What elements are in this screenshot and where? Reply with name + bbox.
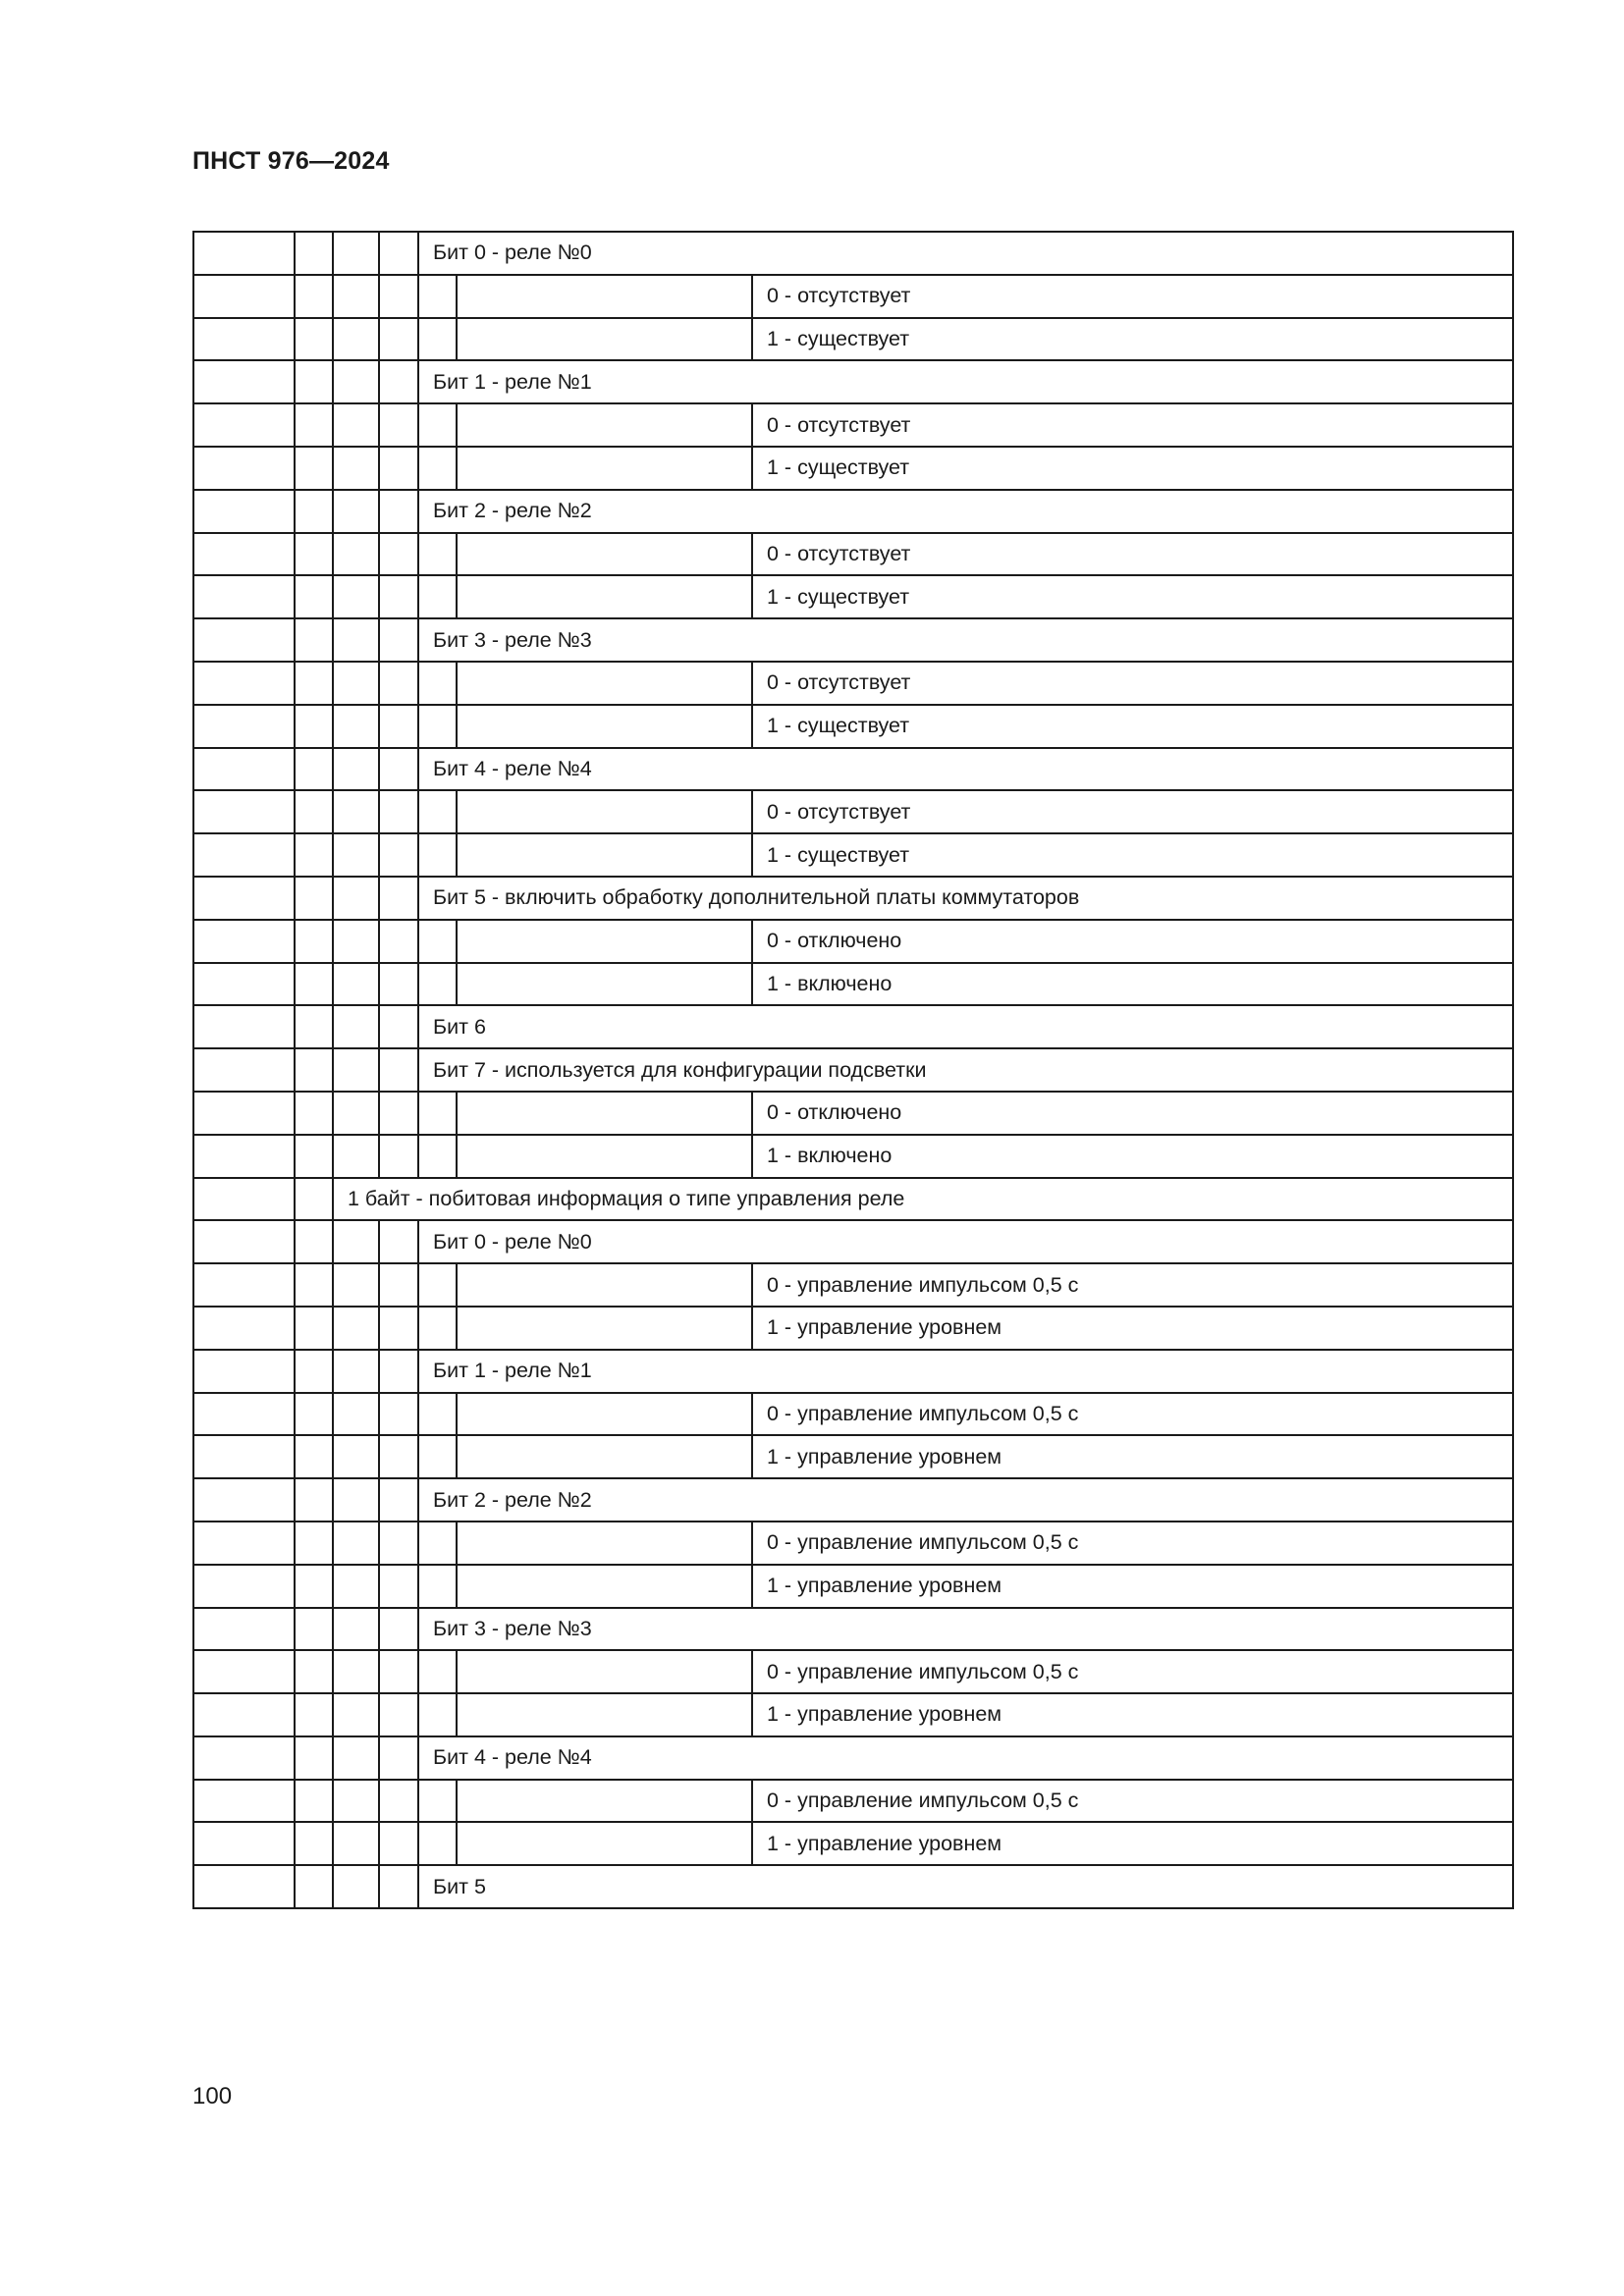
empty-cell: [295, 1522, 333, 1565]
empty-cell: [295, 748, 333, 791]
empty-cell: [193, 1780, 295, 1823]
empty-cell: [295, 833, 333, 877]
bit-description: Бит 2 - реле №2: [418, 1478, 1513, 1522]
empty-cell: [295, 1263, 333, 1307]
empty-cell: [295, 662, 333, 705]
empty-cell: [193, 1178, 295, 1221]
empty-cell: [193, 318, 295, 361]
empty-cell: [418, 833, 457, 877]
table-row: [193, 877, 1513, 920]
table-row: [193, 1220, 1513, 1263]
empty-cell: [333, 1478, 379, 1522]
empty-cell: [193, 963, 295, 1006]
empty-cell: [333, 1307, 379, 1350]
empty-cell: [333, 963, 379, 1006]
empty-cell: [418, 963, 457, 1006]
empty-cell: [379, 920, 418, 963]
empty-cell: [295, 618, 333, 662]
empty-cell: [295, 1780, 333, 1823]
empty-cell: [379, 1435, 418, 1478]
empty-cell: [379, 1135, 418, 1178]
empty-cell: [193, 618, 295, 662]
bit-value: 0 - отсутствует: [752, 275, 1513, 318]
table-row: [193, 1435, 1513, 1478]
empty-cell: [295, 963, 333, 1006]
table-row: [193, 403, 1513, 447]
empty-cell: [418, 790, 457, 833]
empty-cell: [379, 1693, 418, 1736]
empty-cell: [193, 1005, 295, 1048]
empty-cell: [333, 662, 379, 705]
empty-cell: [333, 1693, 379, 1736]
empty-cell: [193, 1478, 295, 1522]
empty-cell: [333, 1393, 379, 1436]
empty-cell: [418, 920, 457, 963]
table-row: [193, 1005, 1513, 1048]
empty-cell: [295, 920, 333, 963]
empty-cell: [193, 360, 295, 403]
empty-cell: [193, 705, 295, 748]
table-row: [193, 920, 1513, 963]
bit-value: 0 - управление импульсом 0,5 с: [752, 1393, 1513, 1436]
empty-cell: [295, 360, 333, 403]
empty-cell: [333, 877, 379, 920]
empty-cell: [379, 447, 418, 490]
empty-cell: [295, 1092, 333, 1135]
empty-cell: [379, 1220, 418, 1263]
empty-cell: [193, 232, 295, 275]
table-row: [193, 447, 1513, 490]
empty-cell: [333, 1650, 379, 1693]
empty-cell: [333, 403, 379, 447]
empty-cell: [333, 748, 379, 791]
table-row: [193, 1092, 1513, 1135]
empty-cell: [295, 1693, 333, 1736]
table-row: [193, 1263, 1513, 1307]
empty-cell: [457, 533, 752, 576]
empty-cell: [418, 1092, 457, 1135]
bit-value: 1 - управление уровнем: [752, 1307, 1513, 1350]
empty-cell: [379, 1608, 418, 1651]
bit-value: 1 - существует: [752, 705, 1513, 748]
empty-cell: [193, 1865, 295, 1908]
empty-cell: [295, 1220, 333, 1263]
empty-cell: [418, 275, 457, 318]
empty-cell: [418, 1780, 457, 1823]
empty-cell: [193, 833, 295, 877]
empty-cell: [295, 1307, 333, 1350]
empty-cell: [333, 1865, 379, 1908]
empty-cell: [457, 1435, 752, 1478]
empty-cell: [295, 1393, 333, 1436]
empty-cell: [379, 1048, 418, 1092]
empty-cell: [333, 1822, 379, 1865]
table-row: [193, 1393, 1513, 1436]
empty-cell: [193, 533, 295, 576]
empty-cell: [193, 877, 295, 920]
bit-value: 0 - отсутствует: [752, 662, 1513, 705]
empty-cell: [333, 1522, 379, 1565]
bit-value: 1 - включено: [752, 963, 1513, 1006]
empty-cell: [333, 1048, 379, 1092]
bit-value: 0 - управление импульсом 0,5 с: [752, 1780, 1513, 1823]
empty-cell: [193, 1220, 295, 1263]
empty-cell: [193, 1092, 295, 1135]
empty-cell: [295, 447, 333, 490]
empty-cell: [457, 1307, 752, 1350]
empty-cell: [418, 1307, 457, 1350]
empty-cell: [295, 1865, 333, 1908]
empty-cell: [295, 1178, 333, 1221]
table-row: [193, 575, 1513, 618]
table-row: [193, 833, 1513, 877]
table-row: [193, 790, 1513, 833]
empty-cell: [193, 1307, 295, 1350]
empty-cell: [295, 1650, 333, 1693]
table-row: [193, 360, 1513, 403]
empty-cell: [333, 705, 379, 748]
table-row: [193, 1822, 1513, 1865]
empty-cell: [457, 1650, 752, 1693]
bit-description: Бит 5: [418, 1865, 1513, 1908]
empty-cell: [333, 1736, 379, 1780]
empty-cell: [333, 833, 379, 877]
empty-cell: [295, 575, 333, 618]
empty-cell: [418, 318, 457, 361]
empty-cell: [457, 447, 752, 490]
empty-cell: [379, 1005, 418, 1048]
empty-cell: [379, 963, 418, 1006]
empty-cell: [333, 1780, 379, 1823]
empty-cell: [193, 920, 295, 963]
empty-cell: [379, 1263, 418, 1307]
empty-cell: [379, 790, 418, 833]
empty-cell: [193, 662, 295, 705]
empty-cell: [457, 1092, 752, 1135]
bit-value: 1 - существует: [752, 833, 1513, 877]
empty-cell: [379, 1478, 418, 1522]
empty-cell: [295, 275, 333, 318]
empty-cell: [379, 748, 418, 791]
empty-cell: [193, 1393, 295, 1436]
empty-cell: [418, 1435, 457, 1478]
table-row: [193, 1135, 1513, 1178]
empty-cell: [295, 1350, 333, 1393]
empty-cell: [457, 963, 752, 1006]
empty-cell: [193, 1048, 295, 1092]
empty-cell: [193, 1522, 295, 1565]
table-row: [193, 963, 1513, 1006]
bit-value: 1 - существует: [752, 447, 1513, 490]
empty-cell: [379, 318, 418, 361]
empty-cell: [193, 1565, 295, 1608]
table-row: [193, 662, 1513, 705]
empty-cell: [295, 1565, 333, 1608]
empty-cell: [418, 1693, 457, 1736]
bit-value: 0 - управление импульсом 0,5 с: [752, 1263, 1513, 1307]
empty-cell: [193, 1650, 295, 1693]
empty-cell: [379, 575, 418, 618]
empty-cell: [457, 705, 752, 748]
table-row: [193, 1048, 1513, 1092]
bit-value: 0 - отключено: [752, 1092, 1513, 1135]
empty-cell: [418, 1650, 457, 1693]
empty-cell: [295, 705, 333, 748]
bit-description: Бит 6: [418, 1005, 1513, 1048]
empty-cell: [418, 1393, 457, 1436]
empty-cell: [457, 662, 752, 705]
table-row: [193, 1608, 1513, 1651]
empty-cell: [193, 1736, 295, 1780]
empty-cell: [193, 1135, 295, 1178]
empty-cell: [333, 1220, 379, 1263]
empty-cell: [333, 533, 379, 576]
empty-cell: [457, 275, 752, 318]
empty-cell: [379, 1307, 418, 1350]
bit-description: Бит 4 - реле №4: [418, 748, 1513, 791]
document-header: ПНСТ 976—2024: [192, 147, 390, 175]
empty-cell: [379, 275, 418, 318]
empty-cell: [418, 575, 457, 618]
bit-value: 1 - управление уровнем: [752, 1822, 1513, 1865]
empty-cell: [379, 1650, 418, 1693]
empty-cell: [295, 490, 333, 533]
empty-cell: [379, 1736, 418, 1780]
empty-cell: [193, 790, 295, 833]
table-row: [193, 1565, 1513, 1608]
empty-cell: [295, 1135, 333, 1178]
empty-cell: [333, 618, 379, 662]
empty-cell: [379, 403, 418, 447]
empty-cell: [379, 533, 418, 576]
table-row: [193, 618, 1513, 662]
bit-value: 0 - отсутствует: [752, 533, 1513, 576]
bit-value: 0 - отсутствует: [752, 790, 1513, 833]
empty-cell: [193, 748, 295, 791]
bit-description: Бит 2 - реле №2: [418, 490, 1513, 533]
table-row: [193, 1350, 1513, 1393]
empty-cell: [333, 575, 379, 618]
bit-description: Бит 4 - реле №4: [418, 1736, 1513, 1780]
empty-cell: [295, 1048, 333, 1092]
empty-cell: [295, 533, 333, 576]
table-row: [193, 1780, 1513, 1823]
table-row: [193, 1478, 1513, 1522]
empty-cell: [295, 318, 333, 361]
table-row: [193, 1736, 1513, 1780]
table-row: [193, 1865, 1513, 1908]
empty-cell: [295, 1478, 333, 1522]
page-number: 100: [192, 2083, 233, 2109]
empty-cell: [457, 1393, 752, 1436]
empty-cell: [379, 1350, 418, 1393]
empty-cell: [295, 790, 333, 833]
empty-cell: [193, 275, 295, 318]
empty-cell: [457, 1565, 752, 1608]
bit-value: 1 - управление уровнем: [752, 1435, 1513, 1478]
empty-cell: [418, 662, 457, 705]
empty-cell: [457, 318, 752, 361]
empty-cell: [333, 1263, 379, 1307]
empty-cell: [333, 1135, 379, 1178]
table-row: [193, 275, 1513, 318]
bit-description: Бит 1 - реле №1: [418, 360, 1513, 403]
empty-cell: [333, 360, 379, 403]
empty-cell: [457, 920, 752, 963]
empty-cell: [457, 1693, 752, 1736]
empty-cell: [457, 403, 752, 447]
empty-cell: [295, 232, 333, 275]
empty-cell: [457, 1135, 752, 1178]
empty-cell: [333, 275, 379, 318]
empty-cell: [379, 833, 418, 877]
bit-value: 0 - отсутствует: [752, 403, 1513, 447]
empty-cell: [379, 1865, 418, 1908]
bit-value: 1 - существует: [752, 318, 1513, 361]
empty-cell: [193, 447, 295, 490]
empty-cell: [418, 533, 457, 576]
table-row: [193, 748, 1513, 791]
empty-cell: [379, 490, 418, 533]
empty-cell: [379, 618, 418, 662]
empty-cell: [379, 877, 418, 920]
bit-value: 0 - управление импульсом 0,5 с: [752, 1522, 1513, 1565]
empty-cell: [418, 403, 457, 447]
empty-cell: [193, 1263, 295, 1307]
table-row: [193, 490, 1513, 533]
empty-cell: [457, 833, 752, 877]
empty-cell: [333, 1350, 379, 1393]
empty-cell: [333, 1565, 379, 1608]
empty-cell: [379, 662, 418, 705]
bit-value: 1 - управление уровнем: [752, 1693, 1513, 1736]
empty-cell: [418, 705, 457, 748]
table-row: [193, 1650, 1513, 1693]
empty-cell: [418, 1263, 457, 1307]
bit-value: 1 - включено: [752, 1135, 1513, 1178]
bit-description: Бит 3 - реле №3: [418, 1608, 1513, 1651]
bit-description: Бит 0 - реле №0: [418, 232, 1513, 275]
empty-cell: [333, 1435, 379, 1478]
empty-cell: [379, 1565, 418, 1608]
empty-cell: [457, 790, 752, 833]
table-row: [193, 533, 1513, 576]
empty-cell: [295, 1435, 333, 1478]
empty-cell: [457, 1522, 752, 1565]
empty-cell: [295, 1608, 333, 1651]
empty-cell: [193, 1350, 295, 1393]
bit-description: Бит 3 - реле №3: [418, 618, 1513, 662]
empty-cell: [333, 1005, 379, 1048]
bit-value: 0 - управление импульсом 0,5 с: [752, 1650, 1513, 1693]
bit-value: 1 - существует: [752, 575, 1513, 618]
empty-cell: [333, 232, 379, 275]
empty-cell: [193, 403, 295, 447]
empty-cell: [333, 1608, 379, 1651]
table-row: [193, 1178, 1513, 1221]
empty-cell: [457, 1263, 752, 1307]
bit-description: Бит 1 - реле №1: [418, 1350, 1513, 1393]
empty-cell: [333, 447, 379, 490]
empty-cell: [193, 575, 295, 618]
empty-cell: [333, 1092, 379, 1135]
empty-cell: [333, 920, 379, 963]
empty-cell: [193, 1608, 295, 1651]
empty-cell: [333, 790, 379, 833]
empty-cell: [379, 1092, 418, 1135]
empty-cell: [379, 1522, 418, 1565]
empty-cell: [418, 1565, 457, 1608]
bit-description: Бит 7 - используется для конфигурации подсветки: [418, 1048, 1513, 1092]
empty-cell: [193, 490, 295, 533]
byte-description: 1 байт - побитовая информация о типе управления реле: [333, 1178, 1513, 1221]
empty-cell: [295, 403, 333, 447]
empty-cell: [457, 1822, 752, 1865]
bit-description: Бит 0 - реле №0: [418, 1220, 1513, 1263]
empty-cell: [193, 1435, 295, 1478]
table-row: [193, 1693, 1513, 1736]
empty-cell: [295, 877, 333, 920]
empty-cell: [193, 1822, 295, 1865]
empty-cell: [379, 1822, 418, 1865]
empty-cell: [295, 1005, 333, 1048]
table-row: [193, 232, 1513, 275]
empty-cell: [333, 318, 379, 361]
empty-cell: [418, 1135, 457, 1178]
bit-description: Бит 5 - включить обработку дополнительной платы коммутаторов: [418, 877, 1513, 920]
table-row: [193, 705, 1513, 748]
table-row: [193, 1522, 1513, 1565]
empty-cell: [295, 1822, 333, 1865]
bit-value: 0 - отключено: [752, 920, 1513, 963]
spec-table: [192, 231, 1514, 1909]
empty-cell: [379, 1393, 418, 1436]
empty-cell: [418, 1822, 457, 1865]
empty-cell: [379, 360, 418, 403]
empty-cell: [193, 1693, 295, 1736]
empty-cell: [457, 1780, 752, 1823]
bit-value: 1 - управление уровнем: [752, 1565, 1513, 1608]
table-row: [193, 318, 1513, 361]
empty-cell: [418, 447, 457, 490]
empty-cell: [457, 575, 752, 618]
empty-cell: [379, 705, 418, 748]
empty-cell: [333, 490, 379, 533]
empty-cell: [379, 232, 418, 275]
empty-cell: [418, 1522, 457, 1565]
table-row: [193, 1307, 1513, 1350]
empty-cell: [379, 1780, 418, 1823]
empty-cell: [295, 1736, 333, 1780]
